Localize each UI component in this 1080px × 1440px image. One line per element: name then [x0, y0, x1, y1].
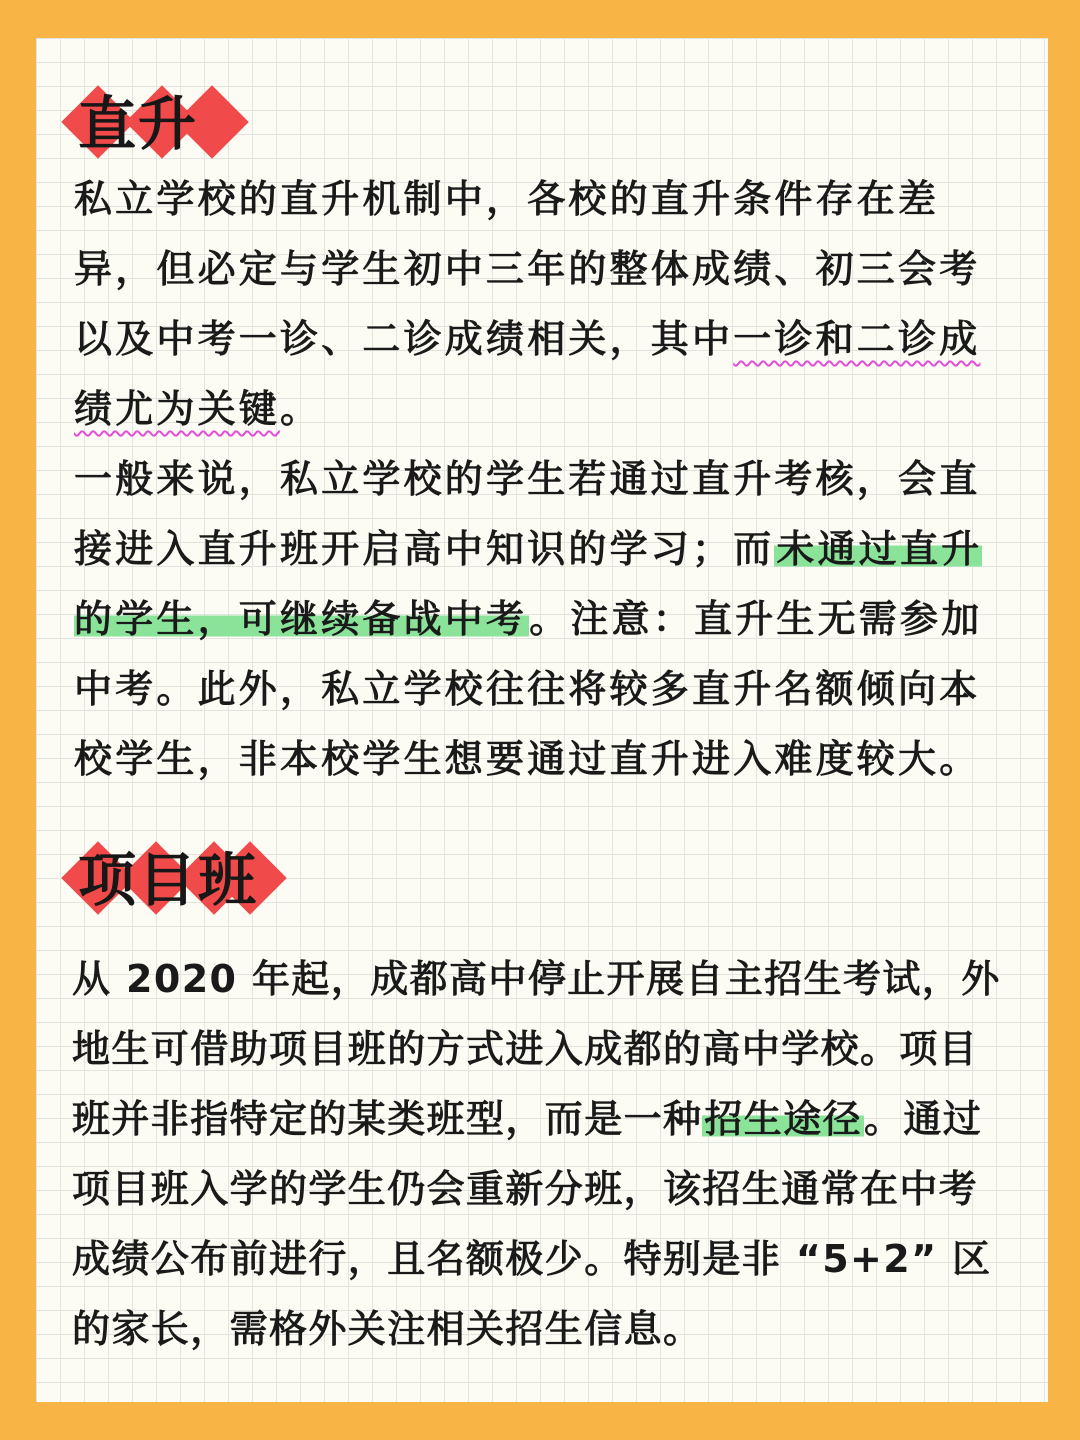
highlighted-text: 招生途径 [704, 1097, 863, 1141]
paragraph-xiangmuban [72, 944, 1006, 1364]
section-heading-zhisheng [64, 82, 234, 162]
paragraph-text: 从 2020 年起，成都高中停止开展自主招生考试，外地生可借助项目班的方式进入成都的高中学校。项目班并非指特定的某类班型，而是一种 [72, 957, 1001, 1141]
paragraph-text: 。 [280, 387, 322, 431]
paragraph-text: 一般来说，私立学校的学生若通过直升考核，会直接进入直升班开启高中知识的学习；而 [74, 457, 981, 571]
paragraph-text: 。注意：直升生无需参加中考。此外，私立学校往往将较多直升名额倾向本校学生，非本校学生想要通过直升进入难度较大。 [74, 597, 983, 781]
paragraph-zhisheng-2 [74, 444, 1008, 794]
wavy-underlined-text: 一诊和二诊成绩尤为关键 [74, 317, 981, 431]
section-title: 直升 [78, 90, 199, 158]
section-heading-xiangmuban [64, 838, 294, 918]
paragraph-zhisheng-1 [74, 164, 1008, 444]
section-title: 项目班 [78, 846, 259, 914]
paragraph-text: 。通过项目班入学的学生仍会重新分班，该招生通常在中考成绩公布前进行，且名额极少。特别是非 “5+2” 区的家长，需格外关注相关招生信息。 [72, 1097, 992, 1351]
note-paper [36, 38, 1048, 1402]
paragraph-text: 私立学校的直升机制中，各校的直升条件存在差异，但必定与学生初中三年的整体成绩、初三会考以及中考一诊、二诊成绩相关，其中 [74, 177, 981, 361]
highlighted-text: 未通过直升的学生，可继续备战中考 [74, 527, 983, 641]
